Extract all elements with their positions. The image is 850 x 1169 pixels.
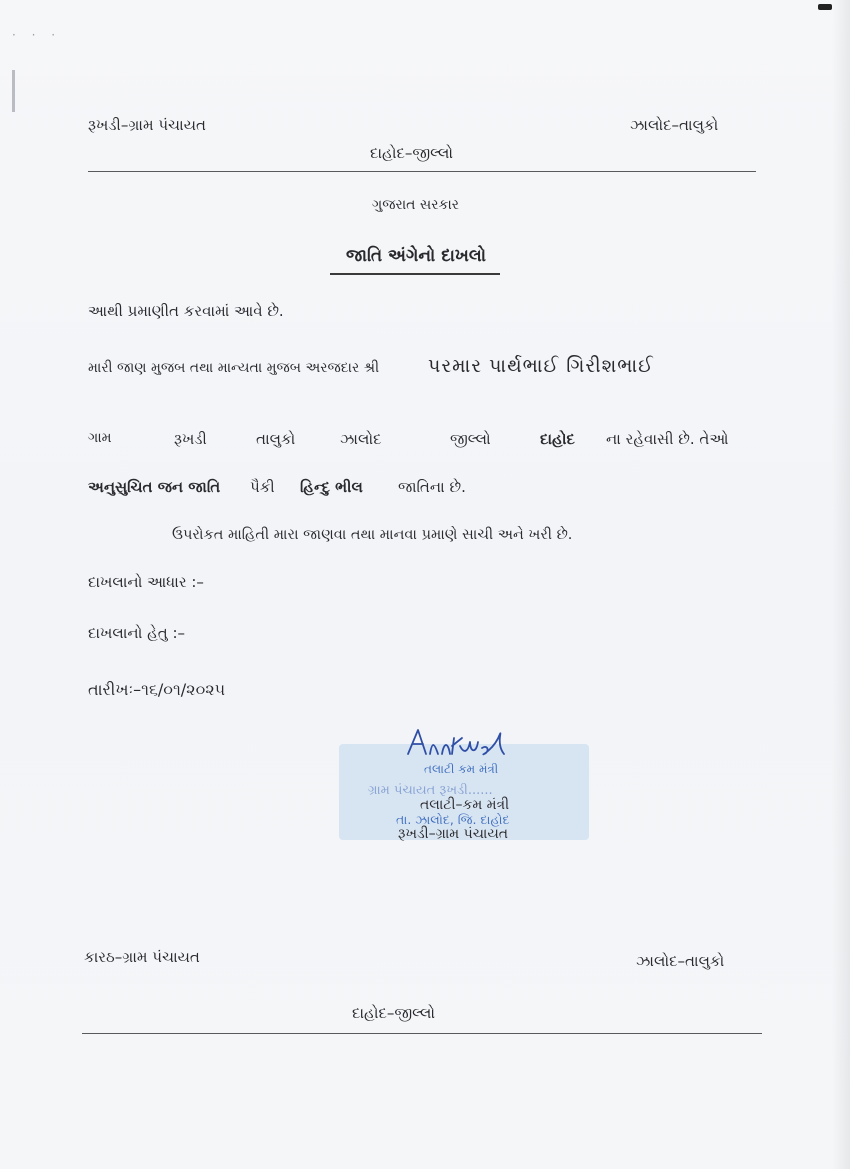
caste-suffix: જાતિના છે. — [398, 478, 466, 496]
header-taluka: ઝાલોદ–તાલુકો — [630, 116, 719, 134]
applicant-intro: મારી જાણ મુજબ તથા માન્યતા મુજબ અરજદાર શ્રી — [88, 360, 380, 376]
caste-value: હિન્દુ ભીલ — [300, 478, 363, 496]
signatory-designation: તલાટી–કમ મંત્રી — [420, 797, 510, 813]
ink-mark — [818, 4, 832, 10]
punch-dots: · · · — [12, 28, 62, 42]
stamp-panchayat: ગ્રામ પંચાયત રૂખડી...... — [368, 783, 493, 798]
footer-taluka: ઝાલોદ–તાલુકો — [636, 952, 725, 970]
village-label: ગામ — [88, 430, 112, 446]
title-underline — [330, 273, 500, 275]
government-name: ગુજરાત સરકાર — [372, 197, 459, 213]
header-panchayat: રૂખડી–ગ્રામ પંચાયત — [88, 116, 206, 134]
among-text: પૈકી — [250, 478, 275, 496]
footer-panchayat: કારઠ–ગ્રામ પંચાયત — [84, 948, 200, 966]
taluka-value: ઝાલોદ — [340, 430, 382, 448]
district-label: જીલ્લો — [450, 430, 491, 448]
village-value: રૂખડી — [174, 430, 207, 448]
punch-mark — [12, 70, 15, 112]
resident-text: ના રહેવાસી છે. તેઓ — [606, 430, 729, 448]
certify-line: આથી પ્રમાણીત કરવામાં આવે છે. — [88, 302, 284, 320]
applicant-name: પરમાર પાર્થભાઈ ગિરીશભાઈ — [428, 355, 654, 377]
stamp-title: તલાટી કમ મંત્રી — [424, 762, 499, 776]
taluka-label: તાલુકો — [256, 430, 296, 448]
signatory-office: રૂખડી–ગ્રામ પંચાયત — [398, 826, 509, 842]
basis-label: દાખલાનો આધાર :– — [88, 573, 204, 591]
header-district: દાહોદ–જીલ્લો — [370, 144, 454, 162]
category-value: અનુસુચિત જન જાતિ — [88, 478, 221, 496]
district-value: દાહોદ — [540, 430, 575, 448]
declaration-text: ઉપરોકત માહિતી મારા જાણવા તથા માનવા પ્રમાણે સાચી અને ખરી છે. — [172, 527, 573, 543]
header-divider — [88, 171, 756, 172]
footer-district: દાહોદ–જીલ્લો — [352, 1004, 436, 1022]
issue-date: તારીખઃ–૧૬/૦૧/૨૦૨૫ — [88, 680, 226, 699]
page-edge-shadow — [832, 0, 850, 1169]
purpose-label: દાખલાનો હેતુ :– — [88, 624, 186, 642]
signature — [404, 724, 514, 764]
footer-divider — [82, 1033, 762, 1034]
document-title: જાતિ અંગેનો દાખલો — [346, 246, 486, 266]
stamp-address: તા. ઝાલોદ, જિ. દાહોદ — [396, 812, 510, 827]
